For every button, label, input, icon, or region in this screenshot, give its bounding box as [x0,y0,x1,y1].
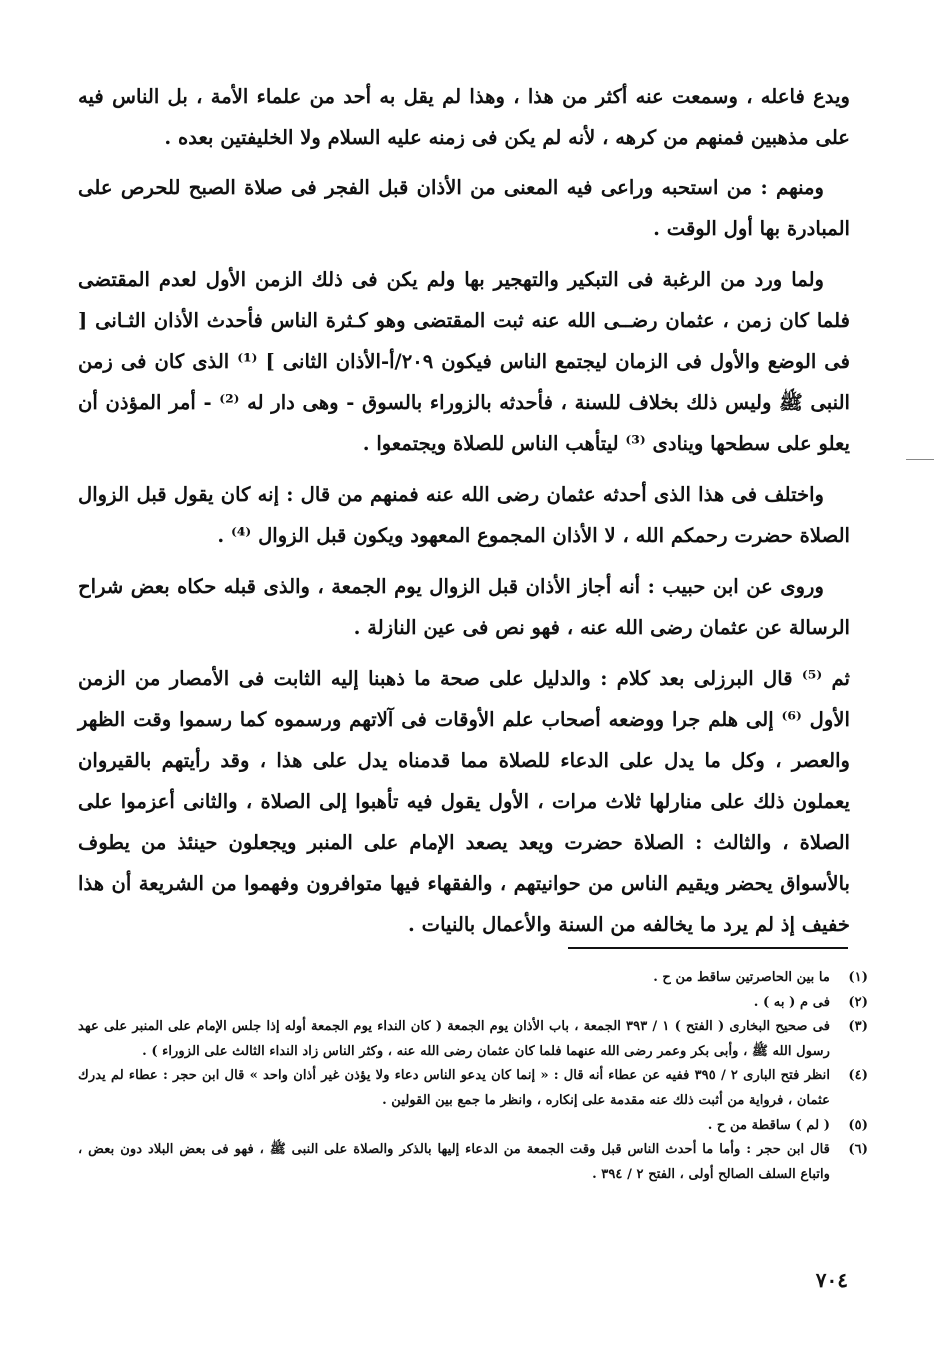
footnote [78,991,868,1016]
footnotes [78,966,868,1187]
footnote [78,1015,868,1064]
page-number: ٧٠٤ [815,1268,848,1292]
paragraph-6: ثم ⁽⁵⁾ قال البرزلى بعد كلام : والدليل على صحة ما ذهبنا إليه الثابت فى الأمصار من الزمن الأول ⁽⁶⁾ إلى هلم جرا ووضعه أصحاب علم الأوقات فى آلاتهم ورسموه كما رسموا وقت الظهر والعصر ، وكل ما يدل على الدعاء للصلاة مما قدمناه يدل على هذا ، وقد رأيتهم بالقيروان يعملون ذلك على منارلها ثلاث مرات ، الأول يقول فيه تأهبوا إلى الصلاة ، والثانى أعزموا على الصلاة ، والثالث : الصلاة حضرت ويعد يصعد الإمام على المنبر ويجعلون حينئذ من يطوف بالأسواق يحضر ويقيم الناس من حوانيتهم ، والفقهاء فيها متوافرون وفهموا من الشريعة أن هذا خفيف إذ لم يرد ما يخالفه من السنة والأعمال بالنيات . [78,667,850,936]
footnote-text: قال ابن حجر : وأما ما أحدث الناس قبل وقت الجمعة من الدعاء إليها بالذكر والصلاة على النبى ﷺ ، فهو فى بعض البلاد دون بعض ، واتباع السلف الصالح أولى ، الفتح ٢ / ٣٩٤ . [78,1142,830,1182]
footnote-number: (٣) [848,1019,868,1035]
footnote-number: (٥) [848,1117,868,1133]
scan-edge-mark [906,459,934,460]
footnote-number: (٤) [848,1068,868,1084]
footnote-text: ( لم ) ساقطة من ح . [707,1117,830,1133]
paragraph-3: ولما ورد من الرغبة فى التبكير والتهجير بها ولم يكن فى ذلك الزمن الأول لعدم المقتضى فلما كان زمن ، عثمان رضــى الله عنه ثبت المقتضى وهو كـثرة الناس فأحدث الأذان الثـانى [ فى الوضع والأول فى الزمان ليجتمع الناس فيكون ٢٠٩/أ-الأذان الثانى ] ⁽¹⁾ الذى كان فى زمن النبى ﷺ وليس ذلك بخلاف للسنة ، فأحدثه بالزوراء بالسوق - وهى دار له ⁽²⁾ - أمر المؤذن أن يعلو على سطحها وينادى ⁽³⁾ ليتأهب الناس للصلاة ويجتمعوا . [78,268,851,455]
paragraph-4: واختلف فى هذا الذى أحدثه عثمان رضى الله عنه فمنهم من قال : إنه كان يقول قبل الزوال الصلاة حضرت رحمكم الله ، لا الأذان المجموع المعهود ويكون قبل الزوال ⁽⁴⁾ . [78,483,850,547]
footnote-text: فى م ( به ) . [753,994,830,1010]
footnote-text: انظر فتح البارى ٢ / ٣٩٥ ففيه عن عطاء أنه قال : « إنما كان يدعو الناس دعاء ولا يؤذن غير أذان واحد » قال ابن حجر : عطاء لم يدرك عثمان ، فرواية من أثبت ذلك عنه مقدمة على إنكاره ، وانظر ما جمع بين القولين . [78,1068,831,1108]
paragraph-5: وروى عن ابن حبيب : أنه أجاز الأذان قبل الزوال يوم الجمعة ، والذى قبله حكاه بعض شراح الرسالة عن عثمان رضى الله عنه ، فهو نص فى عين النازلة . [78,575,850,639]
footnote [78,966,868,991]
paragraph-1: ويدع فاعله ، وسمعت عنه أكثر من هذا ، وهذا لم يقل به أحد من علماء الأمة ، بل الناس فيه على مذهبين فمنهم من كرهه ، لأنه لم يكن فى زمنه عليه السلام ولا الخليفتين بعده . [78,85,850,149]
footnote [78,1114,868,1139]
footnote-text: ما بين الحاصرتين ساقط من ح . [653,970,830,985]
footnote-text: فى صحيح البخارى ( الفتح ) ١ / ٣٩٣ الجمعة ، باب الأذان يوم الجمعة ( كان النداء يوم الجمعة أوله إذا جلس الإمام على المنبر على عهد رسول الله ﷺ ، وأبى بكر وعمر رضى الله عنهما فلما كان عثمان رضى الله عنه ، وكثر الناس زاد النداء الثالث على الزوراء ) . [78,1019,830,1059]
footnote-separator [568,947,848,949]
footnote-number: (٢) [848,994,868,1010]
footnote [78,1138,868,1187]
footnote [78,1064,868,1113]
paragraph-2: ومنهم : من استحبه وراعى فيه المعنى من الأذان قبل الفجر فى صلاة الصبح للحرص على المبادرة بها أول الوقت . [78,176,850,240]
footnote-number: (٦) [848,1142,868,1158]
footnote-number: (١) [848,970,868,985]
main-text [78,76,850,955]
